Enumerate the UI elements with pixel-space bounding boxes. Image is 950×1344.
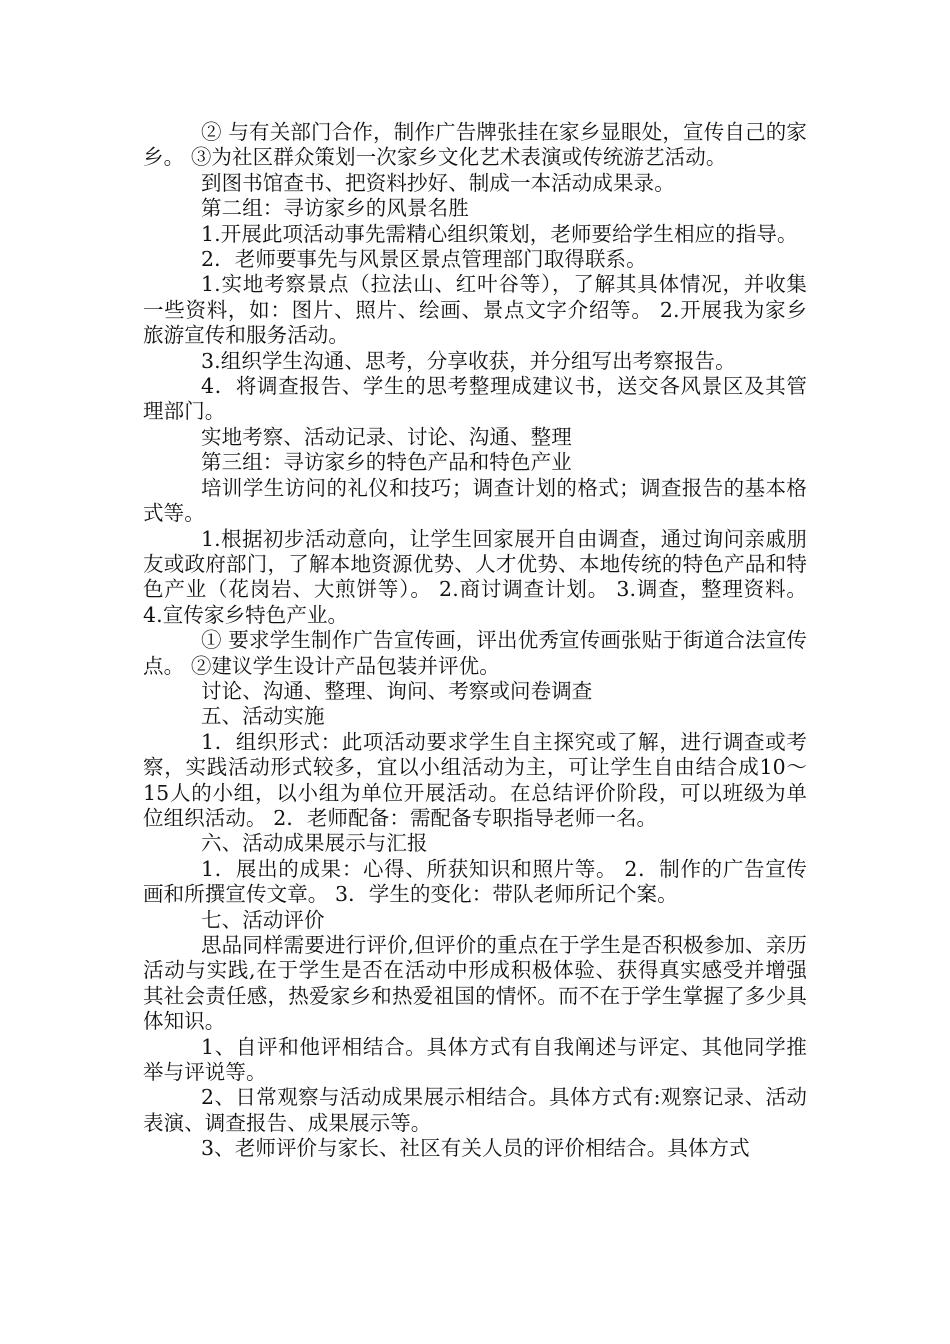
section-heading: 第二组：寻访家乡的风景名胜: [201, 196, 469, 221]
section-heading: 第三组：寻访家乡的特色产品和特色产业: [201, 450, 572, 475]
section-heading: 六、活动成果展示与汇报: [201, 831, 428, 856]
paragraph: 1.根据初步活动意向，让学生回家展开自由调查，通过询问亲戚朋友或政府部门，了解本地资源优势、人才优势、本地传统的特色产品和特色产业（花岗岩、大煎饼等）。 2.商讨调查计划。 3.调查，整理资料。 4.宣传家乡特色产业。: [143, 526, 807, 627]
paragraph: 1.开展此项活动事先需精心组织策划，老师要给学生相应的指导。: [201, 221, 798, 246]
paragraph: 培训学生访问的礼仪和技巧；调查计划的格式；调查报告的基本格式等。: [143, 475, 807, 526]
paragraph: ② 与有关部门合作，制作广告牌张挂在家乡显眼处，宣传自己的家乡。 ③为社区群众策划一次家乡文化艺术表演或传统游艺活动。: [143, 120, 807, 170]
section-heading: 七、活动评价: [201, 907, 325, 932]
paragraph: ① 要求学生制作广告宣传画，评出优秀宣传画张贴于街道合法宣传点。 ②建议学生设计产品包装并评优。: [143, 628, 807, 678]
document-body: [143, 120, 807, 1162]
paragraph: 实地考察、活动记录、讨论、沟通、整理: [201, 424, 572, 449]
paragraph: 2、日常观察与活动成果展示相结合。具体方式有:观察记录、活动表演、调查报告、成果展示等。: [143, 1085, 807, 1135]
paragraph: 2．老师要事先与风景区景点管理部门取得联系。: [201, 247, 647, 272]
section-heading: 五、活动实施: [201, 704, 325, 729]
paragraph: 4．将调查报告、学生的思考整理成建议书，送交各风景区及其管理部门。: [143, 374, 807, 424]
paragraph: 1.实地考察景点（拉法山、红叶谷等），了解其具体情况，并收集一些资料，如：图片、照片、绘画、景点文字介绍等。 2.开展我为家乡旅游宣传和服务活动。: [143, 272, 807, 348]
paragraph: 1．组织形式：此项活动要求学生自主探究或了解，进行调查或考察，实践活动形式较多，宜以小组活动为主，可让学生自由结合成10～15人的小组，以小组为单位开展活动。在总结评价阶段，可以班级为单位组织活动。 2．老师配备：需配备专职指导老师一名。: [143, 729, 807, 830]
paragraph: 1、自评和他评相结合。具体方式有自我阐述与评定、其他同学推举与评说等。: [143, 1034, 807, 1085]
paragraph: 1．展出的成果：心得、所获知识和照片等。 2．制作的广告宣传画和所撰宣传文章。 3．学生的变化：带队老师所记个案。: [143, 856, 807, 907]
paragraph: 讨论、沟通、整理、询问、考察或问卷调查: [201, 678, 593, 703]
paragraph: 3、老师评价与家长、社区有关人员的评价相结合。具体方式: [201, 1136, 750, 1161]
paragraph: 思品同样需要进行评价,但评价的重点在于学生是否积极参加、亲历活动与实践,在于学生是否在活动中形成积极体验、获得真实感受并增强其社会责任感，热爱家乡和热爱祖国的情怀。而不在于学生掌握了多少具体知识。: [143, 933, 807, 1034]
paragraph: 3.组织学生沟通、思考，分享收获，并分组写出考察报告。: [201, 348, 736, 373]
paragraph: 到图书馆查书、把资料抄好、制成一本活动成果录。: [201, 170, 675, 195]
